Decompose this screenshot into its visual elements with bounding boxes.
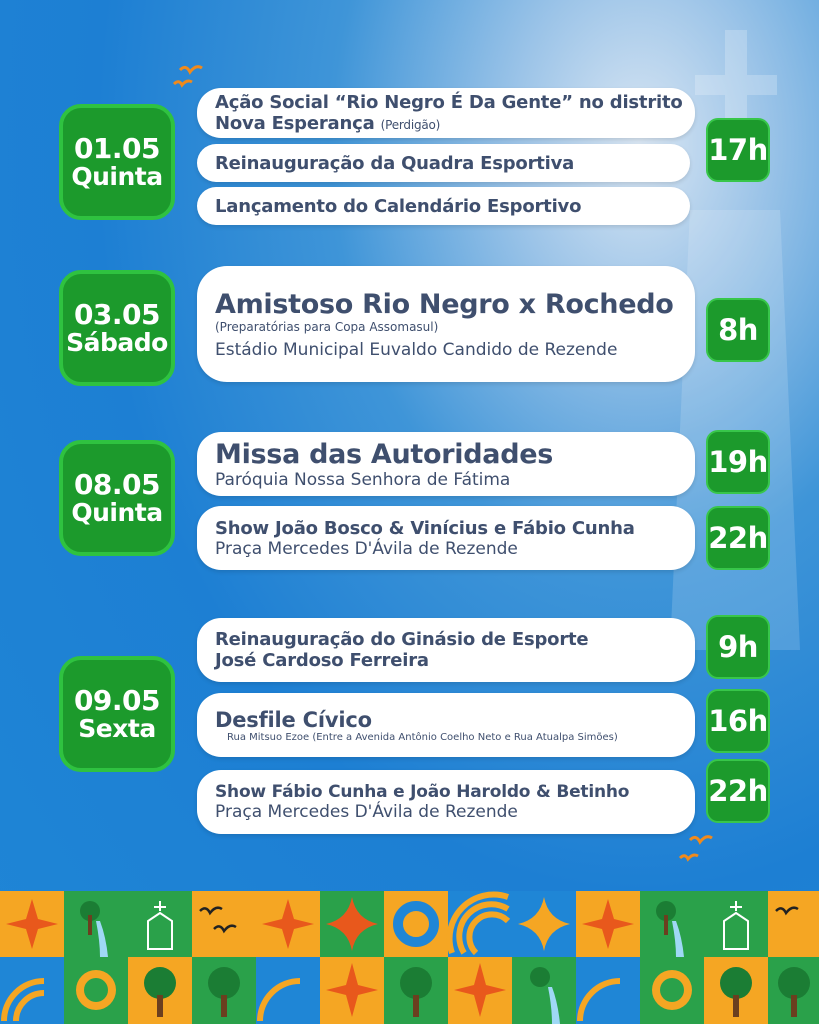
event-title: Reinauguração da Quadra Esportiva [215, 152, 575, 174]
time-badge: 22h [706, 759, 770, 823]
event-title: Missa das Autoridades [215, 438, 554, 470]
time-badge: 9h [706, 615, 770, 679]
bird-icon [676, 832, 720, 868]
event-item [197, 693, 695, 757]
event-title: Amistoso Rio Negro x Rochedo [215, 288, 674, 320]
time-badge: 16h [706, 689, 770, 753]
time-badge: 8h [706, 298, 770, 362]
weekday-text: Quinta [71, 497, 163, 527]
event-item [197, 770, 695, 834]
date-badge-0905 [59, 656, 175, 772]
event-title: Reinauguração do Ginásio de Esporte [215, 629, 589, 650]
date-text: 03.05 [73, 298, 161, 332]
date-text: 09.05 [73, 684, 161, 718]
date-badge-0805 [59, 440, 175, 556]
event-item [197, 187, 690, 225]
weekday-text: Sexta [78, 713, 156, 743]
event-venue: Praça Mercedes D'Ávila de Rezende [215, 538, 518, 559]
time-badge: 17h [706, 118, 770, 182]
time-badge: 22h [706, 506, 770, 570]
event-item [197, 506, 695, 570]
bird-icon [170, 62, 214, 94]
event-venue: Rua Mitsuo Ezoe (Entre a Avenida Antônio Coelho Neto e Rua Atualpa Simões) [227, 731, 618, 743]
event-venue: Praça Mercedes D'Ávila de Rezende [215, 802, 518, 822]
event-title: Show João Bosco & Vinícius e Fábio Cunha [215, 517, 635, 539]
event-note: (Perdigão) [380, 118, 441, 132]
event-item [197, 618, 695, 682]
event-item [197, 266, 695, 382]
date-badge-0305 [59, 270, 175, 386]
event-title-line2: Nova Esperança [215, 113, 375, 134]
date-text: 08.05 [73, 468, 161, 502]
event-item [197, 144, 690, 182]
date-badge-0105 [59, 104, 175, 220]
date-text: 01.05 [73, 132, 161, 166]
event-title: Desfile Cívico [215, 707, 372, 732]
event-item [197, 88, 695, 138]
event-item [197, 432, 695, 496]
weekday-text: Sábado [66, 327, 168, 357]
decorative-footer-pattern [0, 891, 819, 1024]
event-title: Ação Social “Rio Negro É Da Gente” no distrito [215, 92, 683, 113]
event-subtitle: (Preparatórias para Copa Assomasul) [215, 319, 439, 334]
event-venue: Paróquia Nossa Senhora de Fátima [215, 469, 511, 490]
time-badge: 19h [706, 430, 770, 494]
event-title: Lançamento do Calendário Esportivo [215, 195, 582, 217]
event-title: Show Fábio Cunha e João Haroldo & Betinho [215, 782, 630, 802]
footer-tiles [0, 891, 819, 1024]
event-title-line2: José Cardoso Ferreira [215, 650, 429, 671]
event-venue: Estádio Municipal Euvaldo Candido de Rezende [215, 339, 618, 360]
weekday-text: Quinta [71, 161, 163, 191]
